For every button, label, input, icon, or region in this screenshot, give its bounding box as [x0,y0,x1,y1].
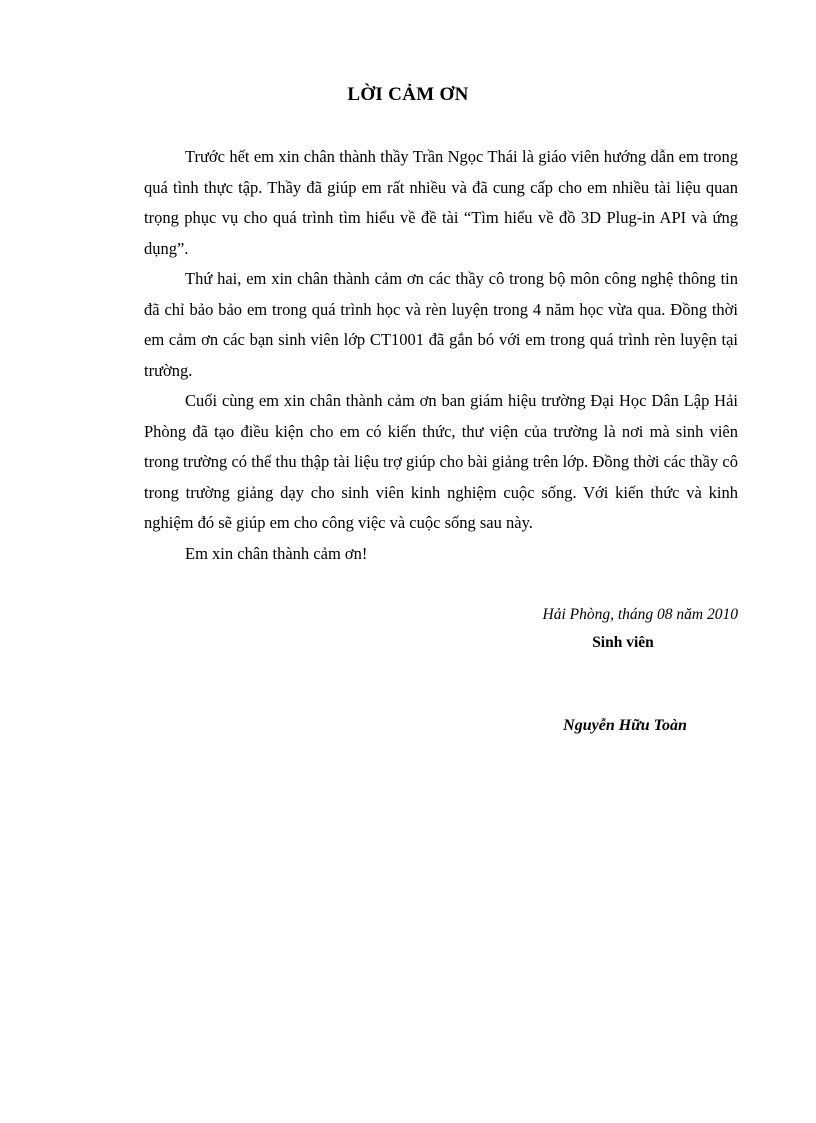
signature-role: Sinh viên [592,634,654,651]
paragraph-4: Em xin chân thành cảm ơn! [185,543,368,563]
signature-name: Nguyễn Hữu Toàn [563,717,687,734]
paragraph-1: Trước hết em xin chân thành thầy Trần Ngọc Thái là giáo viên hướng dẫn em trong quá tình thực tập. Thầy đã giúp em rất nhiều và đã cung cấp cho em nhiều tài liệu quan trọng phục vụ cho quá trình tìm hiểu về đề tài “Tìm hiểu về đồ 3D Plug-in API và ứng dụng”. [144,147,738,258]
document-body [144,142,738,569]
paragraph-2: Thứ hai, em xin chân thành cảm ơn các thầy cô trong bộ môn công nghệ thông tin đã chỉ bảo bảo em trong quá trình học và rèn luyện trong 4 năm học vừa qua. Đồng thời em cảm ơn các bạn sinh viên lớp CT1001 đã gắn bó với em trong quá trình rèn luyện tại trường. [144,269,738,380]
signature-place-date: Hải Phòng, tháng 08 năm 2010 [542,606,738,623]
page-title: LỜI CẢM ƠN [347,84,469,105]
paragraph-3: Cuối cùng em xin chân thành cảm ơn ban giám hiệu trường Đại Học Dân Lập Hải Phòng đã tạo điều kiện cho em có kiến thức, thư viện của trường là nơi mà sinh viên trong trường có thể thu thập tài liệu trợ giúp cho bài giảng trên lớp. Đồng thời các thầy cô trong trường giảng dạy cho sinh viên kinh nghiệm cuộc sống. Với kiến thức và kinh nghiệm đó sẽ giúp em cho công việc và cuộc sống sau này. [144,391,738,532]
